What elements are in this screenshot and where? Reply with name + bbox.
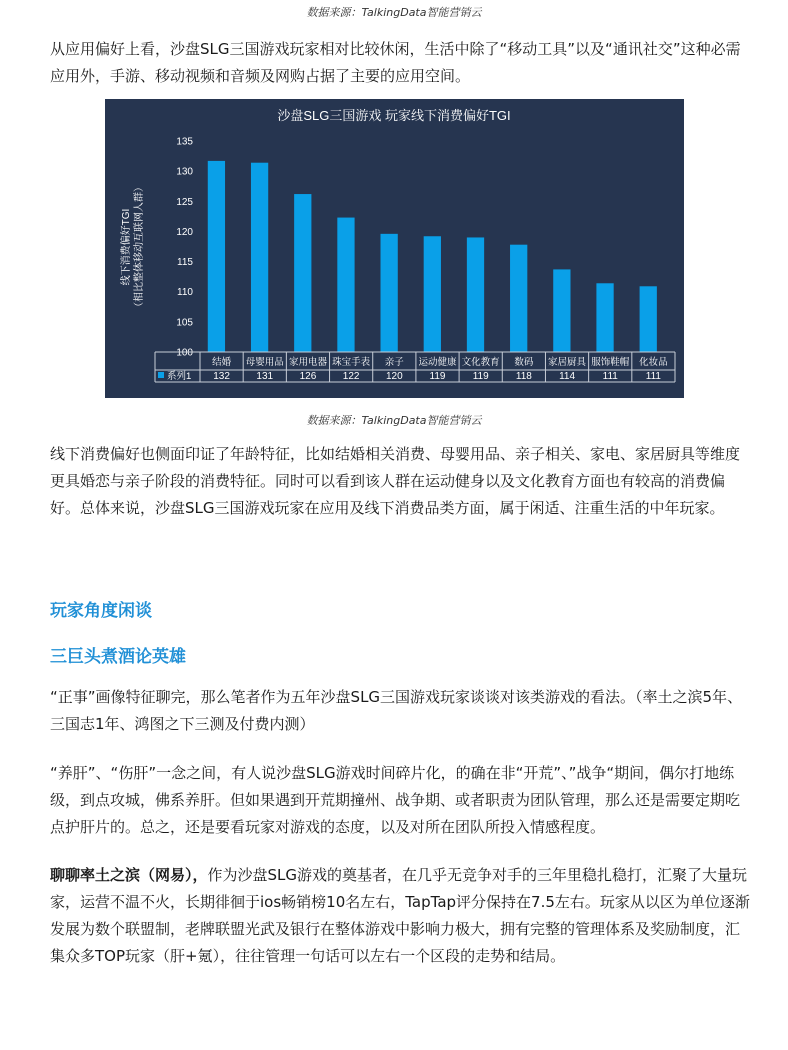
data-label: 118 (515, 371, 532, 382)
data-label: 114 (559, 371, 576, 382)
data-label: 119 (429, 371, 446, 382)
chart-canvas (105, 99, 684, 398)
data-label: 111 (645, 371, 662, 382)
bar (596, 283, 613, 352)
x-tick-label: 结婚 (212, 357, 232, 368)
paragraph-intro-opinion: “正事”画像特征聊完，那么笔者作为五年沙盘SLG三国游戏玩家谈谈对该类游戏的看法。（率土之滨5年、三国志1年、鸿图之下三测及付费内测） (50, 688, 743, 733)
source-caption-top: 数据来源：TalkingData智能营销云 (306, 6, 482, 19)
data-label: 111 (602, 371, 618, 382)
y-tick-label: 110 (177, 287, 193, 299)
data-label: 119 (472, 371, 489, 382)
y-tick-label: 105 (176, 317, 193, 329)
y-tick-label: 120 (176, 226, 193, 238)
x-tick-label: 服饰鞋帽 (591, 357, 630, 368)
x-tick-label: 亲子 (384, 357, 404, 368)
data-label: 126 (299, 371, 317, 382)
y-tick-label: 130 (176, 166, 193, 178)
bar (553, 269, 570, 352)
y-tick-label: 135 (176, 136, 193, 148)
data-label: 120 (385, 371, 403, 382)
legend-swatch (158, 372, 164, 378)
subsection-heading: 三巨头煮酒论英雄 (50, 647, 186, 667)
legend-label: 系列1 (167, 371, 192, 382)
bar (640, 286, 657, 352)
section-heading: 玩家角度闲谈 (50, 601, 152, 621)
y-tick-label: 115 (177, 257, 193, 269)
y-axis-label: 线下消费偏好TGI (121, 208, 132, 286)
bar (510, 245, 527, 352)
bar (381, 234, 398, 352)
bar (294, 194, 311, 352)
paragraph-shuaitu (50, 862, 750, 970)
bar (208, 161, 225, 352)
x-tick-label: 运动健康 (418, 357, 457, 368)
x-tick-label: 化妆品 (639, 357, 668, 368)
tgi-bar-chart (105, 99, 684, 398)
bar (251, 163, 268, 352)
y-tick-label: 125 (176, 196, 193, 208)
bar (467, 237, 484, 352)
y-axis-label-sub: （相比整体移动互联网人群） (134, 182, 145, 312)
paragraph-body: 作为沙盘SLG游戏的奠基者，在几乎无竞争对手的三年里稳扎稳打，汇聚了大量玩家，运营不温不火，长期徘徊于ios畅销榜10名左右，TapTap评分保持在7.5左右。玩家从以区为单位逐渐发展为数个联盟制，老牌联盟光武及银行在整体游戏中影响力极大，拥有完整的管理体系及奖励制度，汇集众多TOP玩家（肝+氪），往往管理一句话可以左右一个区段的走势和结局。 (50, 866, 750, 965)
x-tick-label: 数码 (514, 357, 534, 368)
x-tick-label: 文化教育 (461, 357, 500, 368)
chart-title: 沙盘SLG三国游戏 玩家线下消费偏好TGI (277, 108, 511, 123)
x-tick-label: 母婴用品 (245, 357, 284, 368)
paragraph-liver: “养肝”、“伤肝”一念之间，有人说沙盘SLG游戏时间碎片化，的确在非“开荒”、”战争“期间，偶尔打地练级，到点攻城，佛系养肝。但如果遇到开荒期撞州、战争期、或者职责为团队管理，那么还是需要定期吃点护肝片的。总之，还是要看玩家对游戏的态度，以及对所在团队所投入情感程度。 (50, 764, 741, 836)
x-tick-label: 家居厨具 (548, 357, 587, 368)
paragraph-lead-bold: 聊聊率土之滨（网易）， (50, 866, 208, 884)
source-caption-bottom: 数据来源：TalkingData智能营销云 (306, 414, 482, 427)
data-label: 132 (213, 371, 230, 382)
data-label: 131 (256, 371, 274, 382)
bar (337, 218, 354, 352)
intro-paragraph: 从应用偏好上看，沙盘SLG三国游戏玩家相对比较休闲，生活中除了“移动工具”以及“通讯社交”这种必需应用外，手游、移动视频和音频及网购占据了主要的应用空间。 (50, 40, 741, 85)
y-tick-label: 100 (176, 347, 193, 359)
bar (424, 236, 441, 352)
data-label: 122 (342, 371, 360, 382)
x-tick-label: 家用电器 (288, 357, 327, 368)
x-tick-label: 珠宝手表 (332, 357, 371, 368)
paragraph-consumption: 线下消费偏好也侧面印证了年龄特征，比如结婚相关消费、母婴用品、亲子相关、家电、家居厨具等维度更具婚恋与亲子阶段的消费特征。同时可以看到该人群在运动健身以及文化教育方面也有较高的消费偏好。总体来说，沙盘SLG三国游戏玩家在应用及线下消费品类方面，属于闲适、注重生活的中年玩家。 (50, 445, 741, 517)
